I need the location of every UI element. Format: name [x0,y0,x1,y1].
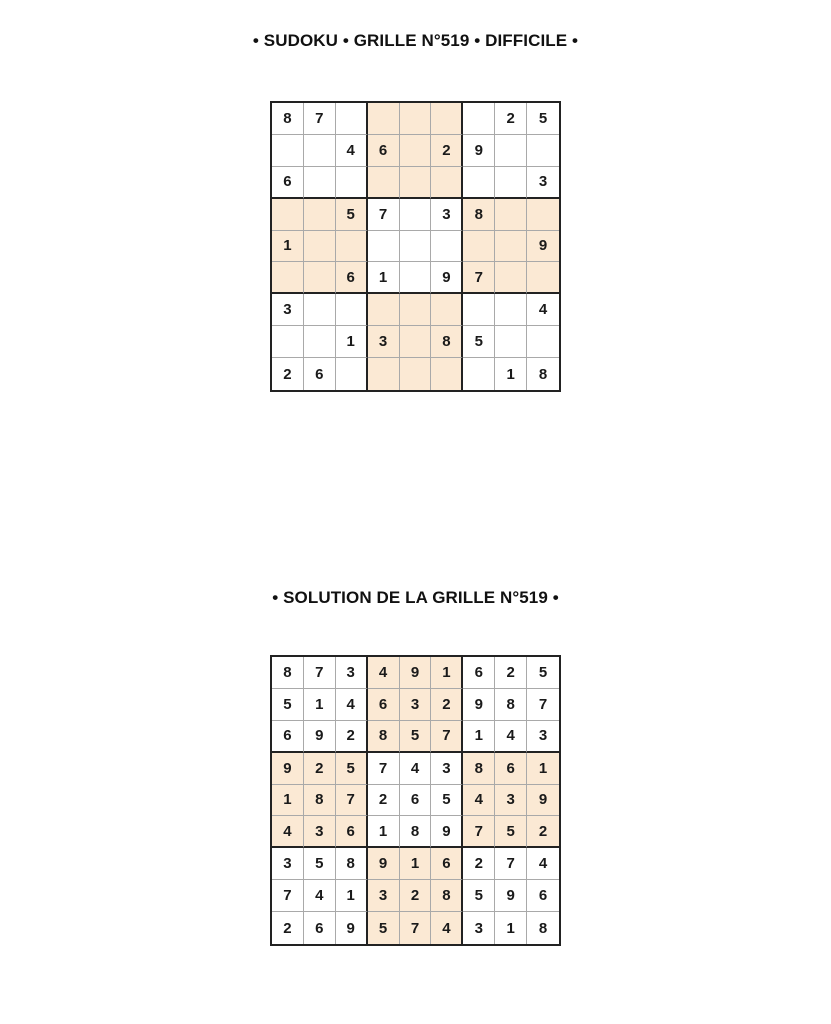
sudoku-cell-empty[interactable] [368,358,400,390]
sudoku-cell: 5 [495,816,527,848]
sudoku-cell-empty[interactable] [495,167,527,199]
sudoku-cell: 3 [368,880,400,912]
sudoku-cell: 8 [368,721,400,753]
sudoku-cell: 9 [400,657,432,689]
sudoku-cell: 2 [463,848,495,880]
sudoku-cell-empty[interactable] [463,294,495,326]
sudoku-cell: 6 [400,785,432,817]
sudoku-cell: 6 [527,880,559,912]
sudoku-cell: 5 [463,880,495,912]
sudoku-cell: 8 [538,365,548,383]
sudoku-cell-empty[interactable] [272,262,304,294]
sudoku-puzzle-grid [270,101,561,392]
sudoku-cell-empty[interactable] [336,167,368,199]
sudoku-cell-empty[interactable] [463,167,495,199]
sudoku-cell: 6 [336,816,368,848]
sudoku-cell: 4 [368,657,400,689]
sudoku-cell-empty[interactable] [400,199,432,231]
sudoku-cell: 1 [272,785,304,817]
sudoku-cell: 1 [431,657,463,689]
sudoku-cell: 8 [272,103,304,135]
sudoku-cell: 2 [495,103,527,135]
sudoku-cell-empty[interactable] [336,231,368,263]
sudoku-cell: 2 [336,721,368,753]
sudoku-cell: 2 [272,912,304,944]
sudoku-cell: 2 [304,753,336,785]
sudoku-cell: 9 [336,912,368,944]
sudoku-cell: 9 [431,816,463,848]
sudoku-cell: 4 [495,721,527,753]
sudoku-cell: 2 [527,816,559,848]
sudoku-cell: 4 [527,848,559,880]
sudoku-cell: 9 [527,231,559,263]
sudoku-cell: 9 [527,785,559,817]
sudoku-cell-empty[interactable] [431,358,463,390]
sudoku-cell: 5 [304,848,336,880]
sudoku-cell-empty[interactable] [400,167,432,199]
sudoku-cell: 5 [272,689,304,721]
sudoku-cell-empty[interactable] [463,231,495,263]
sudoku-cell-empty[interactable] [304,231,336,263]
sudoku-cell-empty[interactable] [431,167,463,199]
sudoku-cell: 9 [463,135,495,167]
sudoku-cell: 8 [538,919,548,937]
sudoku-cell-empty[interactable] [527,199,559,231]
sudoku-cell-empty[interactable] [400,231,432,263]
sudoku-cell: 5 [431,785,463,817]
sudoku-cell-empty[interactable] [495,199,527,231]
sudoku-cell-empty[interactable] [431,231,463,263]
sudoku-cell: 7 [368,753,400,785]
sudoku-cell-empty[interactable] [431,103,463,135]
sudoku-cell-empty[interactable] [368,167,400,199]
sudoku-cell: 3 [272,294,304,326]
sudoku-cell-empty[interactable] [272,326,304,358]
sudoku-cell-empty[interactable] [368,294,400,326]
sudoku-cell-empty[interactable] [400,262,432,294]
sudoku-cell-empty[interactable] [527,135,559,167]
sudoku-cell: 5 [368,912,400,944]
sudoku-cell: 3 [431,199,463,231]
sudoku-cell-empty[interactable] [400,135,432,167]
sudoku-cell: 9 [463,689,495,721]
sudoku-cell: 4 [272,816,304,848]
sudoku-cell: 6 [431,848,463,880]
sudoku-cell: 8 [495,689,527,721]
sudoku-cell: 1 [527,753,559,785]
sudoku-cell: 8 [431,326,463,358]
sudoku-cell-empty[interactable] [336,103,368,135]
puzzle-title: • SUDOKU • GRILLE N°519 • DIFFICILE • [252,31,579,50]
sudoku-cell: 2 [431,135,463,167]
sudoku-cell: 6 [304,912,336,944]
sudoku-cell-empty[interactable] [336,358,368,390]
sudoku-cell: 9 [272,753,304,785]
sudoku-cell: 1 [336,880,368,912]
sudoku-cell-empty[interactable] [304,167,336,199]
sudoku-cell: 6 [495,753,527,785]
sudoku-cell: 7 [304,657,336,689]
sudoku-cell: 7 [495,848,527,880]
sudoku-cell: 5 [527,657,559,689]
sudoku-cell-empty[interactable] [431,294,463,326]
sudoku-cell: 7 [463,262,495,294]
sudoku-cell: 6 [336,262,368,294]
sudoku-cell: 9 [431,262,463,294]
sudoku-cell-empty[interactable] [304,199,336,231]
sudoku-cell-empty[interactable] [400,294,432,326]
sudoku-cell-empty[interactable] [272,199,304,231]
sudoku-cell-empty[interactable] [368,231,400,263]
sudoku-cell: 1 [463,721,495,753]
sudoku-cell-empty[interactable] [304,294,336,326]
sudoku-cell: 1 [368,816,400,848]
sudoku-cell-empty[interactable] [304,262,336,294]
sudoku-cell: 8 [400,816,432,848]
sudoku-cell-empty[interactable] [368,103,400,135]
sudoku-cell: 1 [495,358,527,390]
sudoku-cell: 8 [304,785,336,817]
sudoku-cell: 2 [400,880,432,912]
sudoku-cell: 7 [336,785,368,817]
sudoku-cell: 2 [272,358,304,390]
sudoku-cell: 3 [304,816,336,848]
sudoku-cell-empty[interactable] [304,326,336,358]
sudoku-cell: 3 [368,326,400,358]
sudoku-cell: 1 [400,848,432,880]
sudoku-cell: 3 [495,785,527,817]
sudoku-cell: 3 [527,167,559,199]
sudoku-cell: 4 [463,785,495,817]
sudoku-cell: 9 [368,848,400,880]
sudoku-cell: 6 [272,167,304,199]
sudoku-cell-empty[interactable] [463,103,495,135]
sudoku-cell-empty[interactable] [400,103,432,135]
sudoku-cell: 5 [336,199,368,231]
sudoku-cell: 6 [368,689,400,721]
sudoku-cell: 3 [272,848,304,880]
sudoku-cell-empty[interactable] [495,231,527,263]
sudoku-cell: 8 [463,753,495,785]
sudoku-cell: 1 [336,326,368,358]
sudoku-cell-empty[interactable] [400,358,432,390]
sudoku-cell: 4 [431,912,463,944]
sudoku-cell: 4 [400,753,432,785]
sudoku-cell: 6 [368,135,400,167]
sudoku-cell: 5 [463,326,495,358]
sudoku-cell-empty[interactable] [495,262,527,294]
sudoku-cell: 4 [336,689,368,721]
sudoku-cell: 3 [527,721,559,753]
sudoku-cell: 7 [400,912,432,944]
sudoku-cell: 6 [272,721,304,753]
sudoku-cell-empty[interactable] [527,326,559,358]
solution-title: • SOLUTION DE LA GRILLE N°519 • [272,588,559,607]
sudoku-cell: 9 [495,880,527,912]
sudoku-cell: 4 [527,294,559,326]
sudoku-cell: 6 [463,657,495,689]
sudoku-cell: 5 [527,103,559,135]
sudoku-cell-empty[interactable] [463,358,495,390]
sudoku-cell-empty[interactable] [527,262,559,294]
sudoku-cell-empty[interactable] [336,294,368,326]
sudoku-cell: 1 [304,689,336,721]
sudoku-solution-grid [270,655,561,946]
sudoku-cell: 3 [336,657,368,689]
sudoku-cell: 1 [368,262,400,294]
sudoku-cell: 4 [304,880,336,912]
sudoku-cell: 7 [272,880,304,912]
sudoku-cell: 1 [272,231,304,263]
sudoku-cell: 3 [463,912,495,944]
sudoku-cell: 8 [272,657,304,689]
sudoku-cell: 7 [463,816,495,848]
sudoku-cell: 2 [495,657,527,689]
sudoku-cell: 4 [336,135,368,167]
sudoku-cell-empty[interactable] [495,294,527,326]
sudoku-cell: 7 [527,689,559,721]
sudoku-cell: 8 [431,880,463,912]
sudoku-cell: 7 [304,103,336,135]
sudoku-cell-empty[interactable] [272,135,304,167]
sudoku-cell-empty[interactable] [304,135,336,167]
sudoku-cell: 2 [368,785,400,817]
sudoku-cell: 7 [368,199,400,231]
sudoku-cell-empty[interactable] [400,326,432,358]
sudoku-cell: 1 [495,912,527,944]
sudoku-cell: 3 [431,753,463,785]
sudoku-cell: 3 [400,689,432,721]
sudoku-cell: 2 [431,689,463,721]
sudoku-cell: 6 [304,358,336,390]
sudoku-cell-empty[interactable] [495,326,527,358]
sudoku-cell: 5 [400,721,432,753]
sudoku-cell: 7 [431,721,463,753]
sudoku-cell: 9 [304,721,336,753]
sudoku-cell: 8 [336,848,368,880]
sudoku-cell: 8 [463,199,495,231]
sudoku-cell: 5 [336,753,368,785]
sudoku-cell-empty[interactable] [495,135,527,167]
